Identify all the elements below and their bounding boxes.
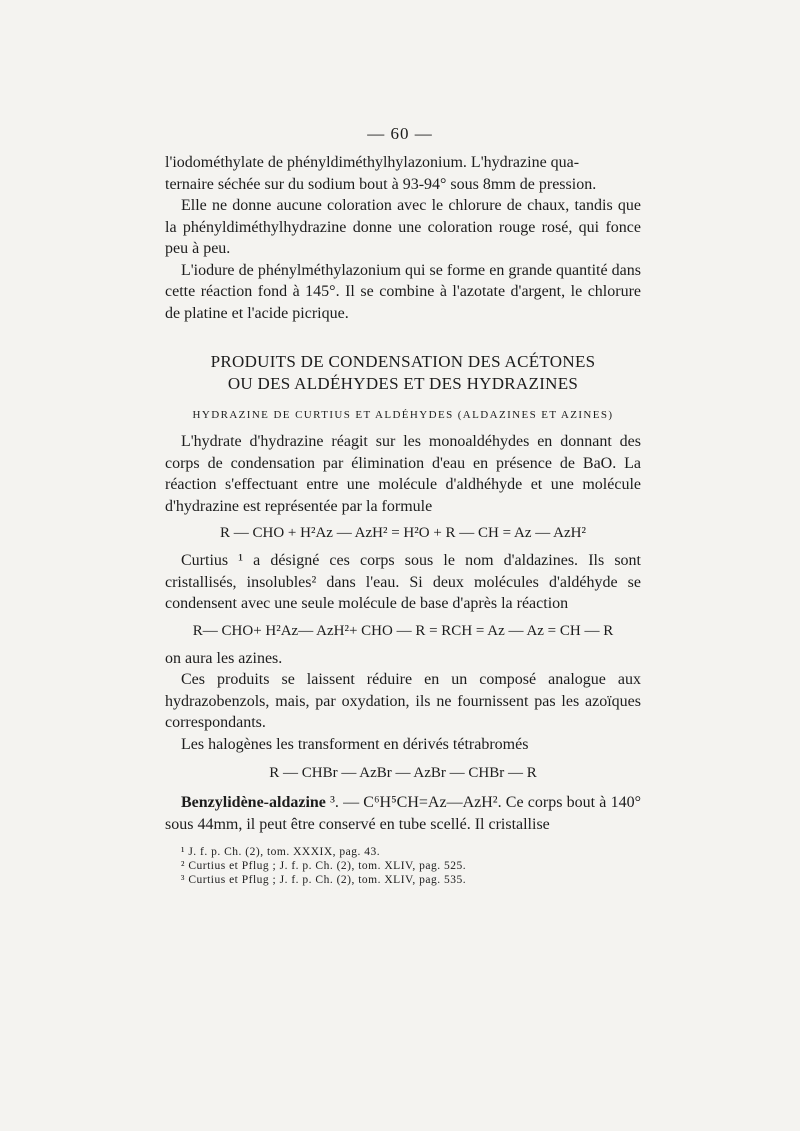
formula: R — CHBr — AzBr — AzBr — CHBr — R [269, 765, 537, 781]
formula: R— CHO+ H²Az— AzH²+ CHO — R = RCH = Az — Az = CH — R [192, 622, 614, 639]
paragraph: Les halogènes les transforment en dérivés tétrabromés [181, 735, 529, 753]
section-heading-line-1: PRODUITS DE CONDENSATION DES ACÉTONES [210, 352, 596, 371]
text-column [165, 152, 641, 887]
intro-line-1: l'iodométhylate de phényldiméthylhylazonium. L'hydrazine qua- [165, 154, 580, 171]
footnote: ³ Curtius et Pflug ; J. f. p. Ch. (2), tom. XLIV, pag. 535. [181, 874, 467, 886]
formula: R — CHO + H²Az — AzH² = H²O + R — CH = Az — AzH² [220, 525, 586, 541]
footnote: ² Curtius et Pflug ; J. f. p. Ch. (2), tom. XLIV, pag. 525. [181, 860, 467, 872]
compound-name: Benzylidène-aldazine [181, 794, 326, 811]
paragraph: Ces produits se laissent réduire en un composé analogue aux hydrazobenzols, mais, par oxydation, ils ne fournissent pas les azoïques correspondants. [165, 671, 641, 731]
page-number: — 60 — [367, 124, 433, 143]
footnote: ¹ J. f. p. Ch. (2), tom. XXXIX, pag. 43. [181, 846, 381, 858]
section-heading-line-2: OU DES ALDÉHYDES ET DES HYDRAZINES [227, 374, 579, 393]
paragraph: on aura les azines. [165, 649, 283, 667]
paragraph: L'iodure de phénylméthylazonium qui se forme en grande quantité dans cette réaction fond à 145°. Il se combine à l'azotate d'argent, le chlorure de platine et l'acide picrique. [165, 261, 641, 322]
paragraph [165, 792, 641, 835]
paragraph: Elle ne donne aucune coloration avec le chlorure de chaux, tandis que la phényldiméthylhydrazine donne une coloration rouge rosé, qui fonce peu à peu. [165, 197, 641, 257]
paragraph: L'hydrate d'hydrazine réagit sur les monoaldéhydes en donnant des corps de condensation par élimination d'eau en présence de BaO. La réaction s'effectuant entre une molécule d'aldhéhyde et une molécule d'hydrazine est représentée par la formule [165, 433, 641, 515]
subheading: HYDRAZINE DE CURTIUS ET ALDÉHYDES (ALDAZINES ET AZINES) [192, 409, 614, 421]
compound-description: ³. — C⁶H⁵CH=Az—AzH². Ce corps bout à 140° sous 44mm, il peut être conservé en tube scellé. Il cristallise [165, 794, 641, 833]
paragraph: Curtius ¹ a désigné ces corps sous le nom d'aldazines. Ils sont cristallisés, insolubles² dans l'eau. Si deux molécules d'aldéhyde se condensent avec une seule molécule de base d'après la réaction [165, 552, 641, 612]
intro-line-2: ternaire séchée sur du sodium bout à 93-94° sous 8mm de pression. [165, 175, 597, 193]
